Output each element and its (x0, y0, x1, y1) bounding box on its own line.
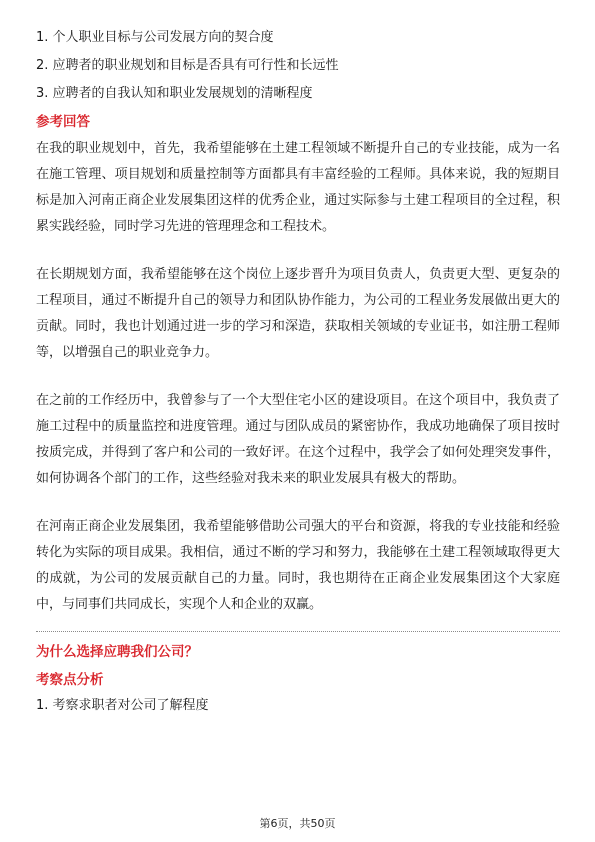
reference-answer-heading: 参考回答 (36, 114, 90, 130)
answer-paragraph: 在长期规划方面，我希望能够在这个岗位上逐步晋升为项目负责人，负责更大型、更复杂的工程项目，通过不断提升自己的领导力和团队协作能力，为公司的工程业务发展做出更大的贡献。同时，我也计划通过进一步的学习和深造，获取相关领域的专业证书，如注册工程师等，以增强自己的职业竞争力。 (36, 267, 560, 360)
page-footer: 第6页，共50页 (259, 817, 336, 830)
criteria-item: 2. 应聘者的职业规划和目标是否具有可行性和长远性 (36, 58, 339, 73)
criteria-item: 1. 个人职业目标与公司发展方向的契合度 (36, 30, 274, 45)
criteria-list (36, 28, 560, 104)
analysis-item: 1. 考察求职者对公司了解程度 (36, 698, 209, 713)
criteria-item: 3. 应聘者的自我认知和职业发展规划的清晰程度 (36, 86, 313, 101)
answer-paragraph: 在我的职业规划中，首先，我希望能够在土建工程领域不断提升自己的专业技能，成为一名在施工管理、项目规划和质量控制等方面都具有丰富经验的工程师。具体来说，我的短期目标是加入河南正商企业发展集团这样的优秀企业，通过实际参与土建工程项目的全过程，积累实践经验，同时学习先进的管理理念和工程技术。 (36, 141, 560, 234)
analysis-heading: 考察点分析 (36, 672, 104, 688)
answer-paragraph: 在河南正商企业发展集团，我希望能够借助公司强大的平台和资源，将我的专业技能和经验转化为实际的项目成果。我相信，通过不断的学习和努力，我能够在土建工程领域取得更大的成就，为公司的发展贡献自己的力量。同时，我也期待在正商企业发展集团这个大家庭中，与同事们共同成长，实现个人和企业的双赢。 (36, 519, 560, 612)
page-content (36, 28, 560, 724)
answer-body (36, 136, 560, 618)
question-heading: 为什么选择应聘我们公司？ (36, 644, 198, 660)
section-divider (36, 631, 560, 632)
answer-paragraph: 在之前的工作经历中，我曾参与了一个大型住宅小区的建设项目。在这个项目中，我负责了施工过程中的质量监控和进度管理。通过与团队成员的紧密协作，我成功地确保了项目按时按质完成，并得到了客户和公司的一致好评。在这个过程中，我学会了如何处理突发事件，如何协调各个部门的工作，这些经验对我未来的职业发展具有极大的帮助。 (36, 393, 560, 486)
